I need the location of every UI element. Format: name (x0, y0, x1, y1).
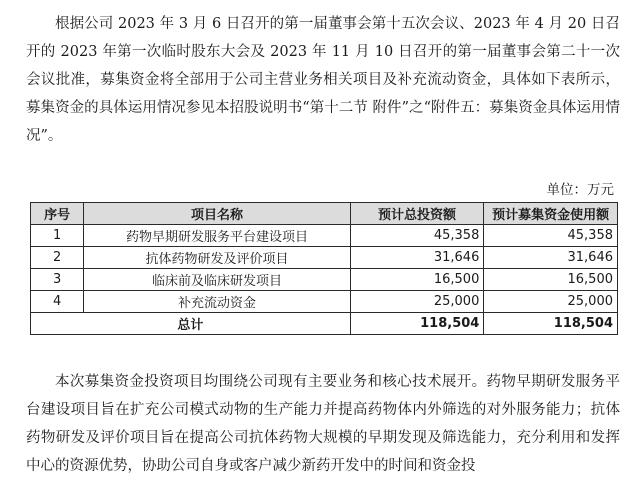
table-row (31, 247, 618, 269)
row-raised-funds: 25,000 (484, 291, 618, 313)
row-total-investment: 31,646 (350, 247, 484, 269)
total-label: 总计 (31, 313, 351, 335)
row-project-name: 补充流动资金 (84, 291, 350, 313)
row-total-investment: 25,000 (350, 291, 484, 313)
header-total-investment: 预计总投资额 (350, 203, 484, 225)
header-project-name: 项目名称 (84, 203, 350, 225)
header-raised-funds: 预计募集资金使用额 (484, 203, 618, 225)
row-project-name: 药物早期研发服务平台建设项目 (84, 225, 350, 247)
row-no: 3 (31, 269, 84, 291)
total-investment-sum: 118,504 (350, 313, 484, 335)
row-project-name: 抗体药物研发及评价项目 (84, 247, 350, 269)
table-total-row (31, 313, 618, 335)
row-raised-funds: 16,500 (484, 269, 618, 291)
project-description-paragraph: 本次募集资金投资项目均围绕公司现有主要业务和核心技术展开。药物早期研发服务平台建设项目旨在扩充公司模式动物的生产能力并提高药物体内外筛选的对外服务能力；抗体药物研发及评价项目旨在提高公司抗体药物大规模的早期发现及筛选能力，充分利用和发挥中心的资源优势，协助公司自身或客户减少新药开发中的时间和资金投 (26, 374, 620, 474)
header-no: 序号 (31, 203, 84, 225)
row-project-name: 临床前及临床研发项目 (84, 269, 350, 291)
row-no: 4 (31, 291, 84, 313)
row-total-investment: 16,500 (350, 269, 484, 291)
row-no: 1 (31, 225, 84, 247)
row-total-investment: 45,358 (350, 225, 484, 247)
row-raised-funds: 31,646 (484, 247, 618, 269)
row-no: 2 (31, 247, 84, 269)
table-row (31, 291, 618, 313)
intro-paragraph: 根据公司 2023 年 3 月 6 日召开的第一届董事会第十五次会议、2023 年 4 月 20 日召开的 2023 年第一次临时股东大会及 2023 年 11 月 10 日召开的第一届董事会第二十一次会议批准，募集资金将全部用于公司主营业务相关项目及补充流动资金，具体如下表所示，募集资金的具体运用情况参见本招股说明书“第十二节 附件”之“附件五：募集资金具体运用情况”。 (26, 16, 620, 144)
table-row (31, 269, 618, 291)
fund-usage-table (30, 202, 618, 335)
table-header-row (31, 203, 618, 225)
table-row (31, 225, 618, 247)
unit-label: 单位：万元 (546, 182, 614, 198)
row-raised-funds: 45,358 (484, 225, 618, 247)
raised-funds-sum: 118,504 (484, 313, 618, 335)
